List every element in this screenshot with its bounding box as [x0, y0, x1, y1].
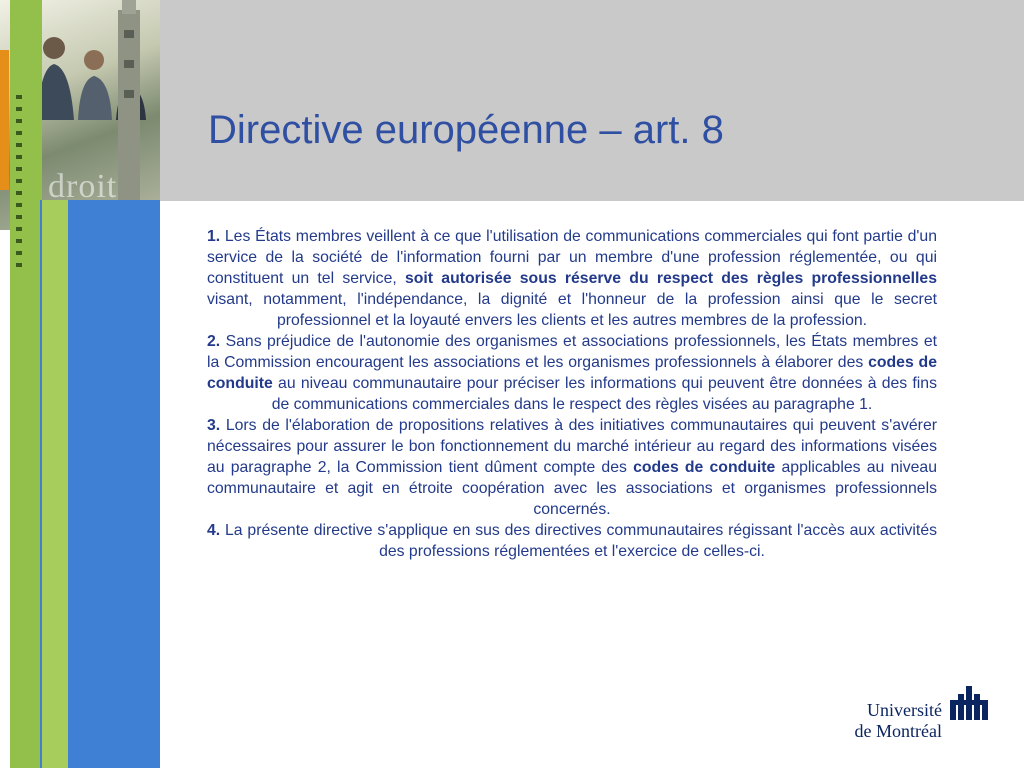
emphasis: soit autorisée sous réserve du respect des règles professionnelles [404, 270, 937, 287]
paragraph-number: 4. [207, 522, 221, 539]
paragraph-number: 3. [207, 417, 221, 434]
logo-line-2: de Montréal [854, 721, 942, 741]
orange-stripe [0, 50, 9, 190]
green-stripe [10, 0, 42, 768]
slide-title: Directive européenne – art. 8 [208, 108, 724, 152]
dotted-line [16, 95, 22, 275]
logo-line-1: Université [867, 700, 942, 720]
emphasis: codes de conduite [207, 354, 937, 392]
logo-text [838, 700, 942, 742]
droit-watermark: droit [48, 168, 118, 205]
emphasis: codes de conduite [633, 459, 776, 476]
paragraph-number: 2. [207, 333, 221, 350]
paragraph-4: 4. La présente directive s'applique en sus des directives communautaires régissant l'accès aux activités des professions réglementées et l'exercice de celles-ci. [207, 522, 937, 560]
udem-mark-icon [948, 686, 992, 720]
article-text [207, 226, 937, 562]
paragraph-1: 1. Les États membres veillent à ce que l'utilisation de communications commerciales qui font partie d'un service de la société de l'information fourni par un membre d'une profession réglementée, ou qui constituent un tel service, soit autorisée sous réserve du respect des règles professionnelles visant, notamment, l'indépendance, la dignité et l'honneur de la profession ainsi que le secret professionnel et la loyauté envers les clients et les autres membres de la profession. [207, 228, 937, 329]
light-green-stripe [42, 200, 68, 768]
paragraph-number: 1. [207, 228, 221, 245]
title-banner [160, 0, 1024, 201]
universite-de-montreal-logo [838, 686, 998, 750]
left-decoration [0, 0, 160, 768]
paragraph-3: 3. Lors de l'élaboration de propositions relatives à des initiatives communautaires qui peuvent s'avérer nécessaires pour assurer le bon fonctionnement du marché intérieur au regard des informations visées au paragraphe 2, la Commission tient dûment compte des codes de conduite applicables au niveau communautaire et agit en étroite coopération avec les associations et organismes professionnels concernés. [207, 417, 937, 518]
paragraph-2: 2. Sans préjudice de l'autonomie des organismes et associations professionnels, les États membres et la Commission encouragent les associations et les organismes professionnels à élaborer des codes de conduite au niveau communautaire pour préciser les informations qui peuvent être données à des fins de communications commerciales dans le respect des règles visées au paragraphe 1. [207, 333, 937, 413]
